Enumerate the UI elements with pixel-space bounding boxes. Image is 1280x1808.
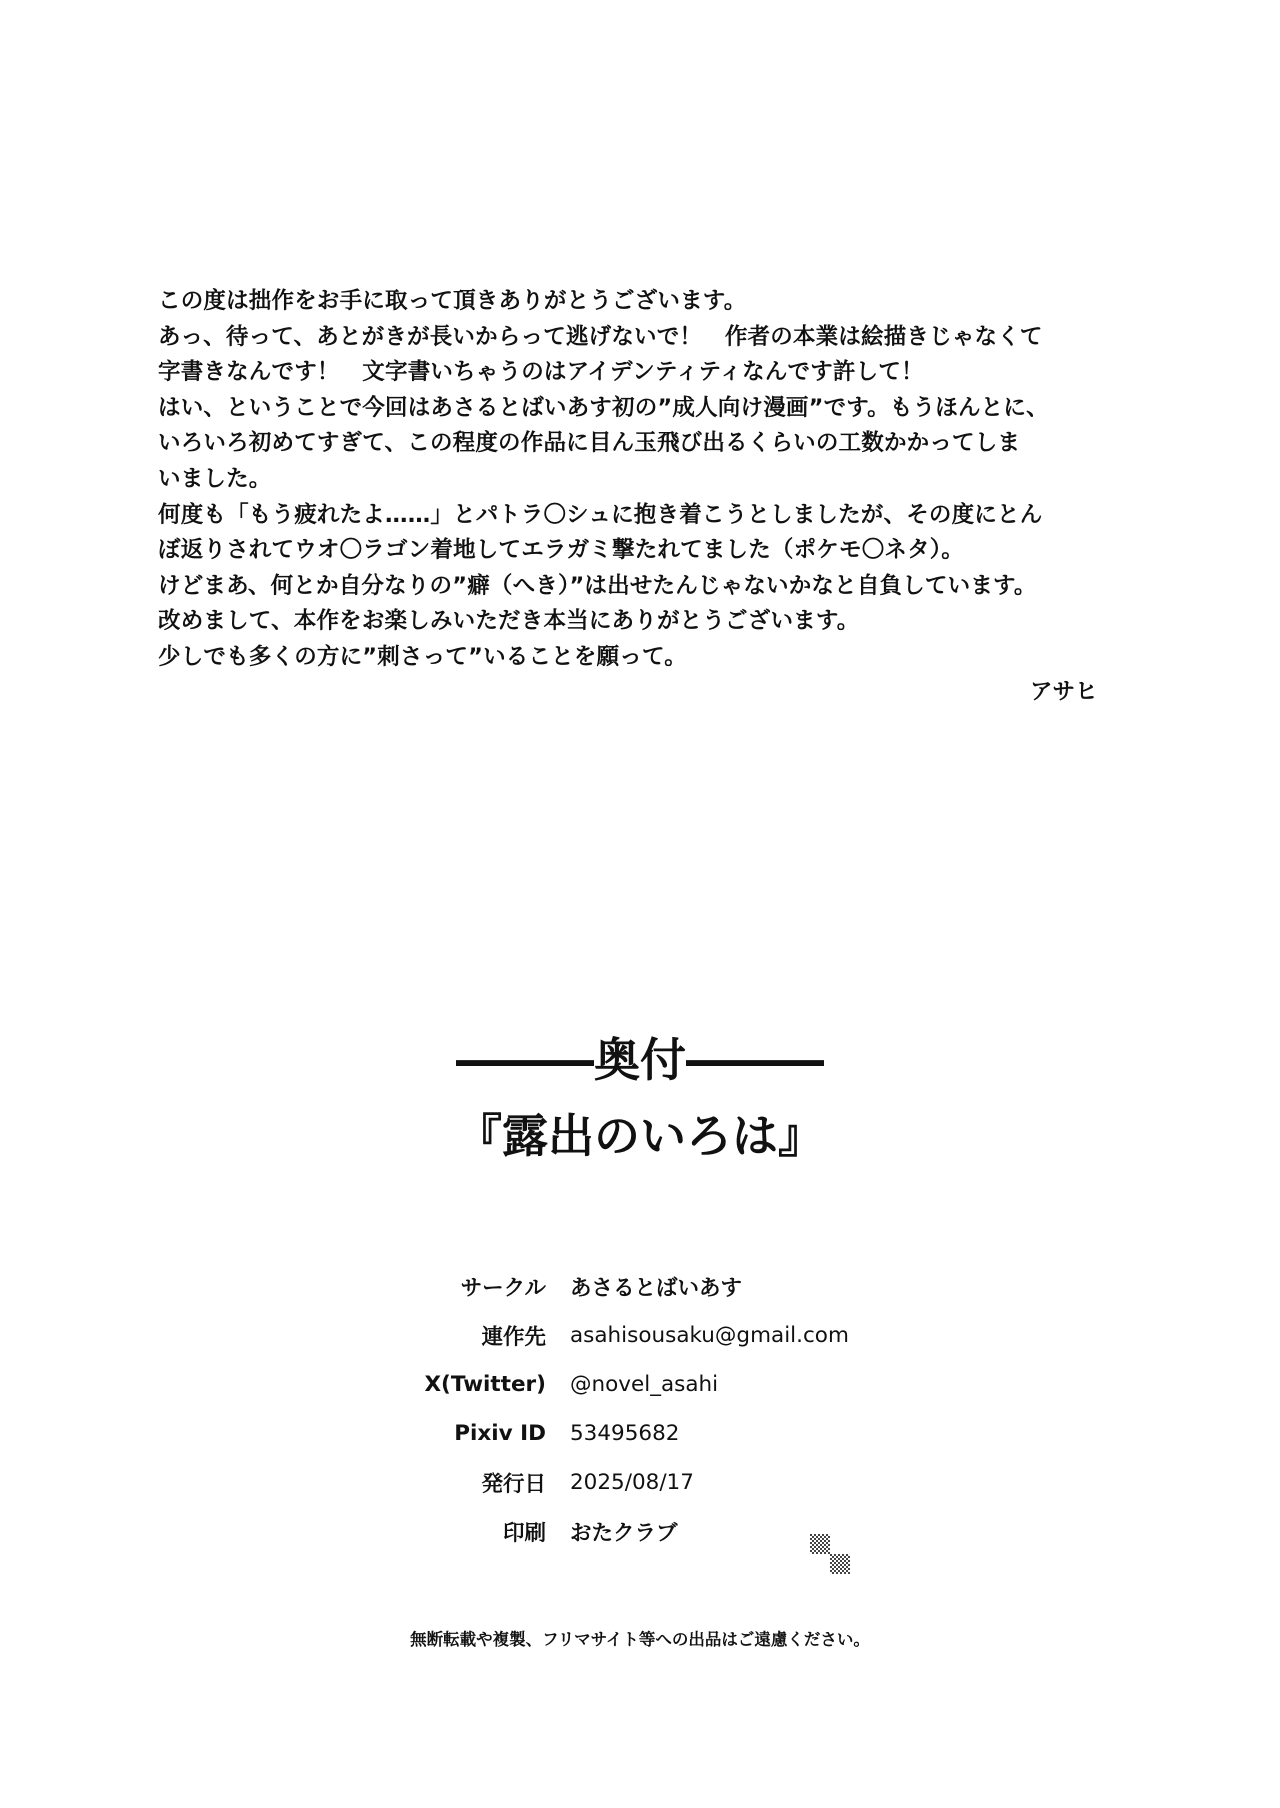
- info-row-printer: [380, 1507, 940, 1556]
- info-label: Pixiv ID: [454, 1421, 546, 1446]
- info-row-circle: [380, 1262, 940, 1311]
- pixiv-id: 53495682: [570, 1421, 680, 1446]
- info-row-date: [380, 1458, 940, 1507]
- afterword-line: いました。: [158, 465, 272, 492]
- checker-mark: [810, 1534, 830, 1554]
- printer-name: おたクラブ: [570, 1521, 678, 1546]
- info-label: 発行日: [481, 1472, 546, 1497]
- circle-name: あさるとばいあす: [570, 1276, 743, 1301]
- publication-info: [380, 1262, 940, 1556]
- afterword-line: この度は拙作をお手に取って頂きありがとうございます。: [158, 288, 747, 314]
- info-label: X(Twitter): [424, 1372, 546, 1397]
- info-label: 連作先: [481, 1325, 546, 1350]
- afterword-line: はい、ということで今回はあさるとばいあす初の”成人向け漫画”です。もうほんとに、: [158, 394, 1049, 421]
- afterword-line: いろいろ初めてすぎて、この程度の作品に目ん玉飛び出るくらいの工数かかってしま: [158, 430, 1021, 457]
- contact-email: asahisousaku@gmail.com: [570, 1323, 849, 1348]
- book-title: 『露出のいろは』: [456, 1109, 824, 1163]
- afterword-line: ぼ返りされてウオ〇ラゴン着地してエラガミ撃たれてました（ポケモ〇ネタ）。: [158, 537, 964, 564]
- info-label: サークル: [460, 1276, 546, 1301]
- afterword-line: 少しでも多くの方に”刺さって”いることを願って。: [158, 643, 687, 670]
- info-label: 印刷: [502, 1521, 546, 1546]
- afterword-line: 字書きなんです！ 文字書いちゃうのはアイデンティティなんです許して！: [158, 359, 924, 386]
- info-row-pixiv: [380, 1409, 940, 1458]
- afterword-line: けどまあ、何とか自分なりの”癖（へき）”は出せたんじゃないかなと自負しています。: [158, 572, 1037, 599]
- afterword-line: 改めまして、本作をお楽しみいただき本当にありがとうございます。: [158, 608, 860, 635]
- author-signature: アサヒ: [1030, 679, 1098, 705]
- colophon-heading: ―――奥付―――: [456, 1033, 824, 1087]
- afterword-text: [158, 284, 1138, 676]
- info-row-contact: [380, 1311, 940, 1360]
- info-row-twitter: [380, 1360, 940, 1409]
- copyright-notice: 無断転載や複製、フリマサイト等への出品はご遠慮ください。: [410, 1630, 870, 1649]
- publish-date: 2025/08/17: [570, 1470, 694, 1495]
- afterword-line: あっ、待って、あとがきが長いからって逃げないで！ 作者の本業は絵描きじゃなくて: [158, 323, 1043, 350]
- afterword-line: 何度も「もう疲れたよ……」とパトラ〇シュに抱き着こうとしましたが、その度にとん: [158, 501, 1043, 528]
- checker-mark: [830, 1554, 850, 1574]
- twitter-handle: @novel_asahi: [570, 1372, 719, 1397]
